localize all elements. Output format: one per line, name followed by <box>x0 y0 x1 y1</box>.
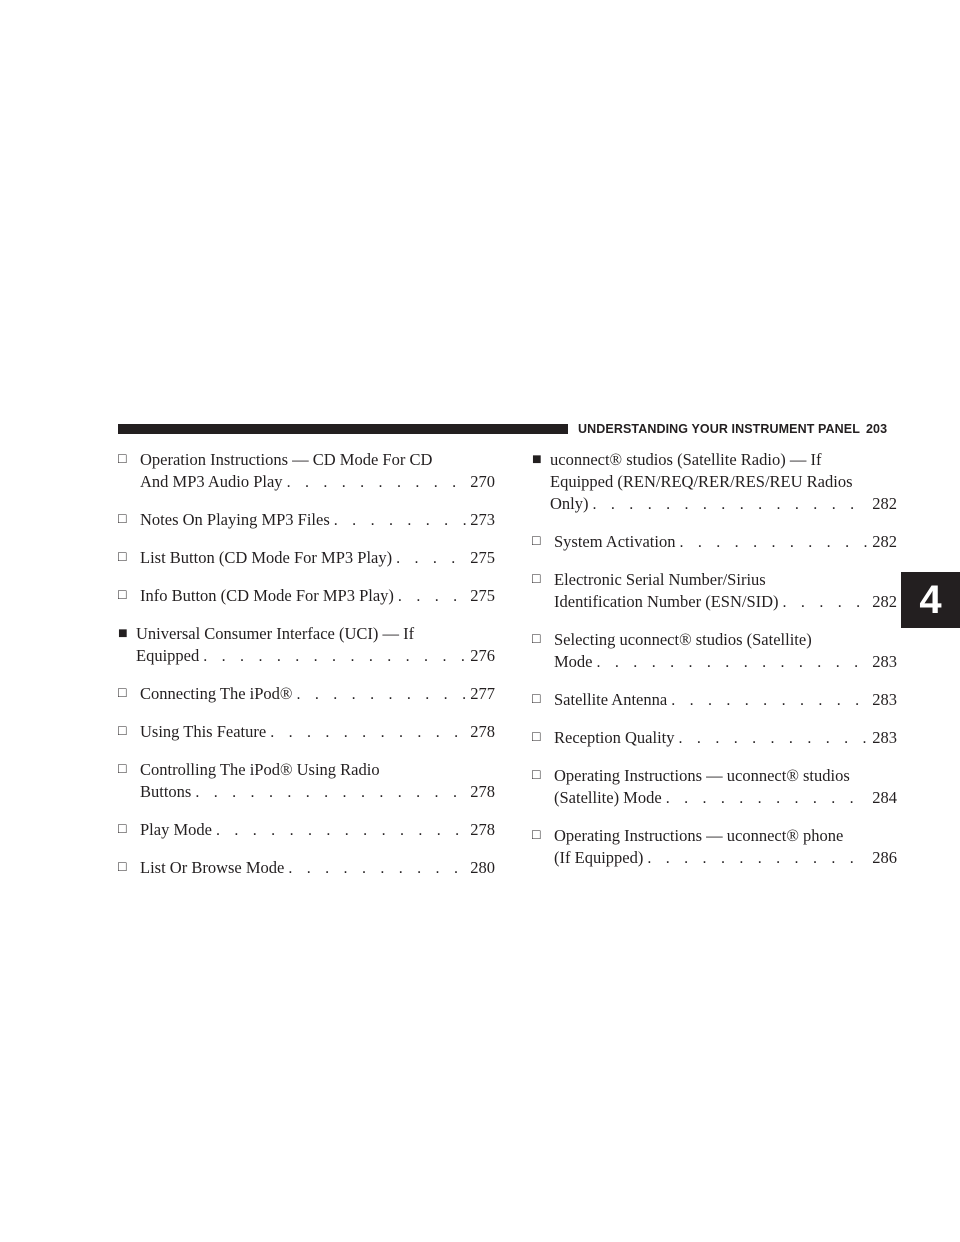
box-bullet-icon: □ <box>118 860 127 875</box>
chapter-tab[interactable]: 4 <box>901 572 960 628</box>
dot-leader <box>679 532 868 554</box>
toc-entry-text: Identification Number (ESN/SID) <box>554 592 779 611</box>
toc-entry-text: (If Equipped) <box>554 848 644 867</box>
toc-entry-text: And MP3 Audio Play <box>140 472 283 491</box>
toc-entry[interactable] <box>118 857 495 880</box>
box-bullet-icon: □ <box>118 762 127 777</box>
toc-entry-text: Only) <box>550 494 589 513</box>
toc-page-number: 278 <box>470 782 495 801</box>
dot-leader <box>296 684 466 706</box>
toc-entry-text: List Or Browse Mode <box>140 858 285 877</box>
toc-page-number: 276 <box>470 646 495 665</box>
toc-page-number: 282 <box>872 592 897 611</box>
dot-leader <box>203 646 466 668</box>
toc-page-number: 282 <box>872 532 897 551</box>
toc-page-number: 283 <box>872 690 897 709</box>
toc-right-column <box>532 449 897 885</box>
toc-entry-text: System Activation <box>554 532 676 551</box>
toc-entry-text: Equipped (REN/REQ/RER/RES/REU Radios <box>550 472 853 491</box>
box-bullet-icon: □ <box>532 730 541 745</box>
dot-leader <box>671 690 868 712</box>
square-bullet-icon: ■ <box>118 625 128 642</box>
toc-page-number: 278 <box>470 820 495 839</box>
box-bullet-icon: □ <box>532 632 541 647</box>
toc-entry[interactable] <box>118 449 495 494</box>
toc-entry[interactable] <box>118 623 495 668</box>
box-bullet-icon: □ <box>118 550 127 565</box>
toc-page-number: 275 <box>470 548 495 567</box>
toc-entry-text: Universal Consumer Interface (UCI) — If <box>136 624 415 643</box>
box-bullet-icon: □ <box>532 768 541 783</box>
toc-entry-text: Buttons <box>140 782 192 801</box>
toc-entry[interactable] <box>532 629 897 674</box>
toc-entry-text: Controlling The iPod® Using Radio <box>140 760 380 779</box>
toc-entry[interactable] <box>532 765 897 810</box>
toc-page-number: 283 <box>872 652 897 671</box>
dot-leader <box>597 652 869 674</box>
box-bullet-icon: □ <box>118 452 127 467</box>
toc-entry-text: Operating Instructions — uconnect® studios <box>554 766 850 785</box>
toc-page-number: 280 <box>470 858 495 877</box>
toc-entry[interactable] <box>532 449 897 516</box>
toc-entry[interactable] <box>118 547 495 570</box>
running-header <box>578 422 887 436</box>
dot-leader <box>398 586 466 608</box>
dot-leader <box>195 782 466 804</box>
toc-entry-text: Using This Feature <box>140 722 267 741</box>
toc-entry[interactable] <box>532 531 897 554</box>
toc-page-number: 277 <box>470 684 495 703</box>
dot-leader <box>334 510 466 532</box>
dot-leader <box>216 820 466 842</box>
toc-entry[interactable] <box>118 819 495 842</box>
toc-entry-text: List Button (CD Mode For MP3 Play) <box>140 548 393 567</box>
toc-entry-text: Selecting uconnect® studios (Satellite) <box>554 630 812 649</box>
header-rule <box>118 424 568 434</box>
toc-entry[interactable] <box>118 683 495 706</box>
toc-entry[interactable] <box>118 759 495 804</box>
toc-entry-text: Play Mode <box>140 820 212 839</box>
toc-entry[interactable] <box>532 689 897 712</box>
box-bullet-icon: □ <box>118 822 127 837</box>
box-bullet-icon: □ <box>118 724 127 739</box>
dot-leader <box>593 494 869 516</box>
toc-entry-text: Info Button (CD Mode For MP3 Play) <box>140 586 394 605</box>
toc-page-number: 270 <box>470 472 495 491</box>
dot-leader <box>287 472 467 494</box>
box-bullet-icon: □ <box>532 828 541 843</box>
toc-entry-text: Operation Instructions — CD Mode For CD <box>140 450 433 469</box>
toc-page-number: 282 <box>872 494 897 513</box>
dot-leader <box>666 788 869 810</box>
toc-entry[interactable] <box>532 569 897 614</box>
dot-leader <box>783 592 869 614</box>
toc-page-number: 275 <box>470 586 495 605</box>
box-bullet-icon: □ <box>532 692 541 707</box>
box-bullet-icon: □ <box>118 686 127 701</box>
box-bullet-icon: □ <box>532 534 541 549</box>
square-bullet-icon: ■ <box>532 451 542 468</box>
toc-entry-text: Mode <box>554 652 593 671</box>
toc-entry-text: Equipped <box>136 646 200 665</box>
toc-entry[interactable] <box>532 727 897 750</box>
toc-entry-text: (Satellite) Mode <box>554 788 662 807</box>
toc-entry[interactable] <box>118 721 495 744</box>
box-bullet-icon: □ <box>118 512 127 527</box>
toc-page-number: 284 <box>872 788 897 807</box>
toc-entry-text: Electronic Serial Number/Sirius <box>554 570 766 589</box>
section-title: UNDERSTANDING YOUR INSTRUMENT PANEL <box>578 422 860 436</box>
box-bullet-icon: □ <box>532 572 541 587</box>
toc-entry-text: Notes On Playing MP3 Files <box>140 510 330 529</box>
toc-entry[interactable] <box>118 585 495 608</box>
toc-entry[interactable] <box>532 825 897 870</box>
page-number: 203 <box>865 422 888 436</box>
toc-entry-text: uconnect® studios (Satellite Radio) — If <box>550 450 822 469</box>
toc-left-column <box>118 449 495 895</box>
toc-page-number: 273 <box>470 510 495 529</box>
dot-leader <box>647 848 868 870</box>
box-bullet-icon: □ <box>118 588 127 603</box>
toc-page-number: 278 <box>470 722 495 741</box>
dot-leader <box>679 728 869 750</box>
toc-entry-text: Reception Quality <box>554 728 675 747</box>
dot-leader <box>288 858 466 880</box>
toc-entry[interactable] <box>118 509 495 532</box>
dot-leader <box>270 722 466 744</box>
toc-page-number: 286 <box>872 848 897 867</box>
toc-entry-text: Satellite Antenna <box>554 690 668 709</box>
toc-entry-text: Operating Instructions — uconnect® phone <box>554 826 844 845</box>
toc-page-number: 283 <box>872 728 897 747</box>
dot-leader <box>396 548 466 570</box>
toc-entry-text: Connecting The iPod® <box>140 684 293 703</box>
